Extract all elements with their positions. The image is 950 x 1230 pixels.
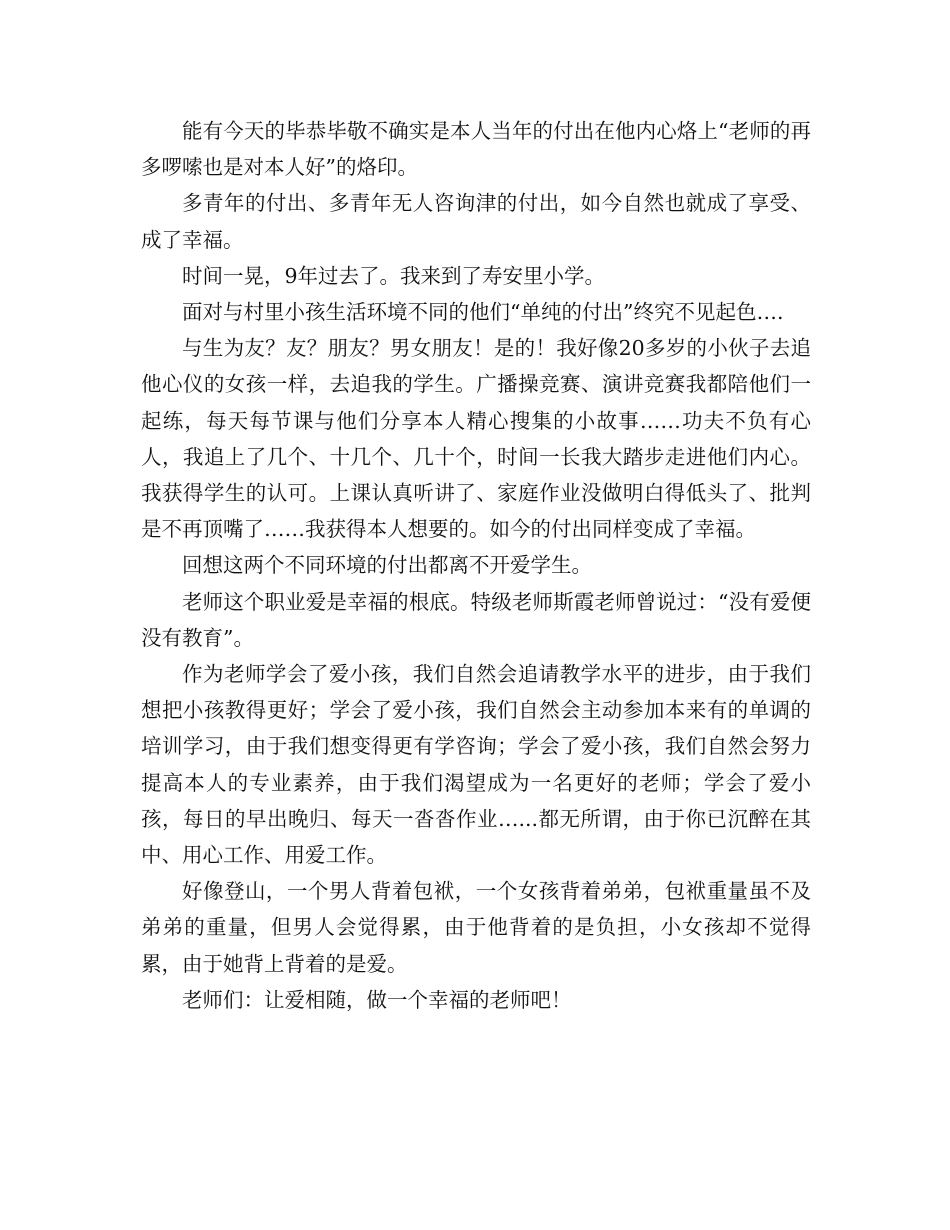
paragraph: 作为老师学会了爱小孩，我们自然会追请教学水平的进步，由于我们想把小孩教得更好；学会了爱小孩，我们自然会主动参加本来有的单调的培训学习，由于我们想变得更有学咨询；学会了爱小孩，我们自然会努力提高本人的专业素养，由于我们渴望成为一名更好的老师；学会了爱小孩，每日的早出晚归、每天一沓沓作业…...都无所谓，由于你已沉醉在其中、用心工作、用爱工作。 [141, 662, 811, 868]
paragraph: 老师这个职业爱是幸福的根底。特级老师斯霞老师曾说过：“没有爱便没有教育”。 [141, 589, 811, 650]
paragraph: 面对与村里小孩生活环境不同的他们“单纯的付出”终究不见起色…. [182, 300, 784, 325]
paragraph: 能有今天的毕恭毕敬不确实是本人当年的付出在他内心烙上“老师的再多啰嗦也是对本人好”的烙印。 [141, 119, 811, 180]
paragraph: 多青年的付出、多青年无人咨询津的付出，如今自然也就成了享受、成了幸福。 [141, 191, 811, 252]
document-body [141, 113, 811, 1018]
paragraph: 与生为友？友？朋友？男女朋友！是的！我好像20多岁的小伙子去追他心仪的女孩一样，去追我的学生。广播操竞赛、演讲竞赛我都陪他们一起练，每天每节课与他们分享本人精心搜集的小故事……功夫不负有心人，我追上了几个、十几个、几十个，时间一长我大踏步走进他们内心。我获得学生的认可。上课认真听讲了、家庭作业没做明白得低头了、批判是不再顶嘴了……我获得本人想要的。如今的付出同样变成了幸福。 [141, 336, 811, 542]
paragraph: 时间一晃，9年过去了。我来到了寿安里小学。 [182, 263, 606, 288]
paragraph: 回想这两个不同环境的付出都离不开爱学生。 [182, 553, 592, 578]
paragraph: 老师们：让爱相随，做一个幸福的老师吧！ [182, 987, 572, 1012]
paragraph: 好像登山，一个男人背着包袱，一个女孩背着弟弟，包袱重量虽不及弟弟的重量，但男人会觉得累，由于他背着的是负担，小女孩却不觉得累，由于她背上背着的是爱。 [141, 879, 811, 976]
